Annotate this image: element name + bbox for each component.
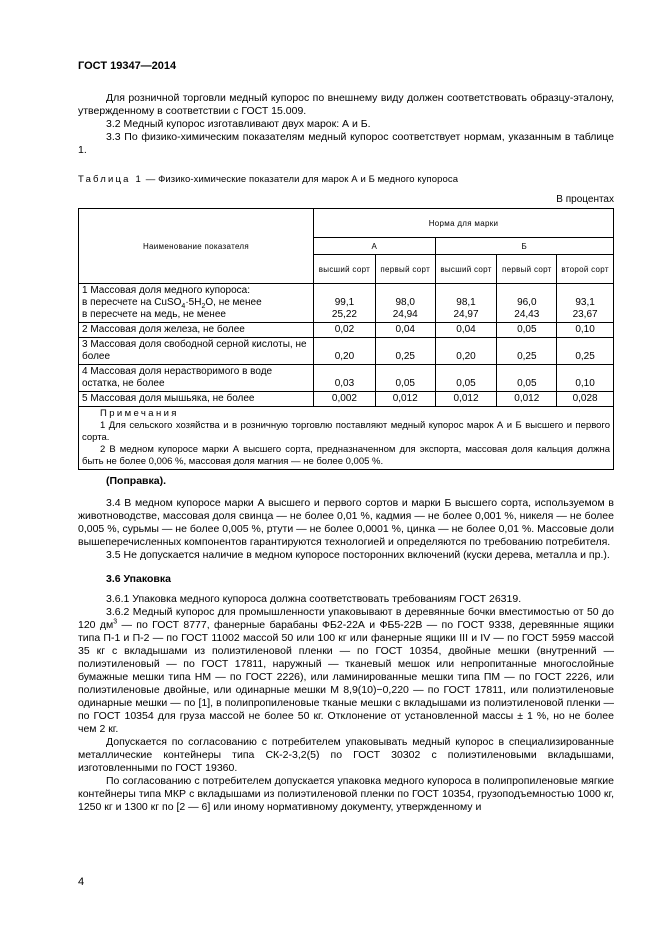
- row-label: [79, 284, 314, 323]
- header-grade-a: А: [314, 238, 436, 255]
- table-cell: 0,012: [497, 392, 557, 407]
- table-notes-row: [79, 407, 614, 470]
- header-sort-a1: высший сорт: [314, 255, 376, 284]
- table-cell: 0,04: [435, 323, 497, 338]
- intro-paragraph-1: Для розничной торговли медный купорос по внешнему виду должен соответствовать образцу-эталону, утвержденному в соответствии с ГОСТ 15.009.: [78, 92, 614, 117]
- physchem-table: [78, 208, 614, 470]
- table-cell: 0,10: [557, 323, 614, 338]
- header-norm: Норма для марки: [314, 209, 614, 238]
- page-content: [78, 92, 614, 814]
- table-cell: 0,002: [314, 392, 376, 407]
- paragraph-3-6-2: 3.6.2 Медный купорос для промышленности упаковывают в деревянные бочки вместимостью от 50 до 120 $дм^3$ — по ГОСТ 8777, фанерные барабаны ФБ2-22А и ФБ5-22В — по ГОСТ 9338, деревянные ящики типа П-1 и П-2 — по ГОСТ 11002 массой 50 или 100 кг или фанерные ящики III и IV — по ГОСТ 5959 массой 35 кг с вкладышами из полиэтиленовой пленки — по ГОСТ 10354, двойные мешки (внутренний — полиэтиленовый — по ГОСТ 17811, наружный — тканевый мешок или непропитанные многослойные бумажные мешки типа НМ — по ГОСТ 2226), или ламинированные мешки типа ПМ — по ГОСТ 2226, или полиэтиленовые двойные, или одинарные мешки М 8,9(10)−0,220 — по ГОСТ 17811, или полиэтиленовые одинарные мешки — по [1], в полипропиленовые тканые мешки с вкладышами из полиэтиленовой пленки — по ГОСТ 10354 для груза массой не более 50 кг. Отклонение от установленной массы ± 1 %, но не более чем 2 кг.: [78, 606, 614, 735]
- intro-paragraph-3: 3.3 По физико-химическим показателям медный купорос соответствует нормам, указанным в таблице 1.: [78, 131, 614, 156]
- table-cell: 98,0 24,94: [375, 284, 435, 323]
- amendment-label: (Поправка).: [106, 475, 167, 487]
- paragraph-soft-container: По согласованию с потребителем допускается упаковка медного купороса в полипропиленовые мягкие контейнеры типа МКР с вкладышами из полиэтиленовой пленки по ГОСТ 10354, грузоподъемностью 1000 кг, 1250 кг и 1300 кг по [2 — 6] или иному нормативному документу, утвержденному и: [78, 775, 614, 813]
- row-label-sub-2: в пересчете на медь, не менее: [82, 309, 226, 320]
- notes-title: Примечания: [100, 408, 179, 419]
- table-cell: 0,25: [557, 338, 614, 365]
- header-indicator-name: Наименование показателя: [79, 209, 314, 284]
- row-label-sub-1: в пересчете на $CuSO_4\cdot 5H_2O$, не менее: [82, 297, 262, 310]
- table-cell: 0,05: [375, 365, 435, 392]
- header-grade-b: Б: [435, 238, 613, 255]
- table-header-row-1: [79, 209, 614, 238]
- table-cell: 0,05: [497, 323, 557, 338]
- table-cell: 0,04: [375, 323, 435, 338]
- table-row: [79, 338, 614, 365]
- row-label-main: 1 Массовая доля медного купороса:: [82, 285, 251, 296]
- table-row: [79, 284, 614, 323]
- table-cell: 0,028: [557, 392, 614, 407]
- table-cell: 0,03: [314, 365, 376, 392]
- table-cell: 93,1 23,67: [557, 284, 614, 323]
- note-1: 1 Для сельского хозяйства и в розничную торговлю поставляют медный купорос марок А и Б высшего и первого сорта.: [82, 420, 610, 443]
- table-cell: 98,1 24,97: [435, 284, 497, 323]
- row-label: 4 Массовая доля нерастворимого в воде остатка, не более: [79, 365, 314, 392]
- intro-paragraph-2: 3.2 Медный купорос изготавливают двух марок: А и Б.: [106, 118, 371, 130]
- header-sort-b2: первый сорт: [497, 255, 557, 284]
- header-sort-b1: высший сорт: [435, 255, 497, 284]
- table-cell: 0,20: [435, 338, 497, 365]
- table-cell: 99,1 25,22: [314, 284, 376, 323]
- row-label: 2 Массовая доля железа, не более: [79, 323, 314, 338]
- paragraph-3-5: 3.5 Не допускается наличие в медном купоросе посторонних включений (куски дерева, металла и пр.).: [106, 549, 610, 561]
- table-caption-text: — Физико-химические показатели для марок А и Б медного купороса: [142, 174, 459, 185]
- table-cell: 0,10: [557, 365, 614, 392]
- table-cell: 0,05: [435, 365, 497, 392]
- note-2: 2 В медном купоросе марки А высшего сорта, предназначенном для экспорта, массовая доля кальция должна быть не более 0,006 %, массовая доля магния — не более 0,005 %.: [82, 444, 610, 467]
- table-cell: 0,25: [497, 338, 557, 365]
- table-row: [79, 323, 614, 338]
- row-label: 5 Массовая доля мышьяка, не более: [79, 392, 314, 407]
- table-cell: 0,02: [314, 323, 376, 338]
- header-sort-b3: второй сорт: [557, 255, 614, 284]
- paragraph-3-6-1: 3.6.1 Упаковка медного купороса должна соответствовать требованиям ГОСТ 26319.: [106, 593, 522, 605]
- table-cell: 96,0 24,43: [497, 284, 557, 323]
- table-cell: 0,05: [497, 365, 557, 392]
- table-cell: 0,25: [375, 338, 435, 365]
- table-caption-number: Таблица 1: [78, 174, 143, 185]
- table-row: [79, 365, 614, 392]
- paragraph-3-4: 3.4 В медном купоросе марки А высшего и первого сортов и марки Б высшего сорта, используемом в животноводстве, массовая доля свинца — не более 0,01 %, кадмия — не более 0,001 %, никеля — не более 0,005 %, сурьмы — не более 0,005 %, ртути — не более 0,0001 %, цинка — не более 0,01 %. Массовые доли вышеперечисленных компонентов гарантируются технологией и определяются по требованию потребителя.: [78, 497, 614, 548]
- table-cell: 0,012: [375, 392, 435, 407]
- paragraph-container-packaging: Допускается по согласованию с потребителем упаковывать медный купорос в специализированные металлические контейнеры типа СК-2-3,2(5) по ГОСТ 30302 с полиэтиленовыми вкладышами, изготовленными по ГОСТ 19360.: [78, 736, 614, 774]
- table-cell: 0,20: [314, 338, 376, 365]
- table-cell: 0,012: [435, 392, 497, 407]
- table-notes: [79, 407, 614, 470]
- page-number: 4: [78, 876, 85, 888]
- row-label: 3 Массовая доля свободной серной кислоты, не более: [79, 338, 314, 365]
- document-header: ГОСТ 19347—2014: [78, 60, 177, 72]
- header-sort-a2: первый сорт: [375, 255, 435, 284]
- section-heading-packaging: 3.6 Упаковка: [106, 573, 171, 585]
- table-caption: [78, 173, 614, 186]
- table-row: [79, 392, 614, 407]
- table-unit: В процентах: [556, 194, 614, 205]
